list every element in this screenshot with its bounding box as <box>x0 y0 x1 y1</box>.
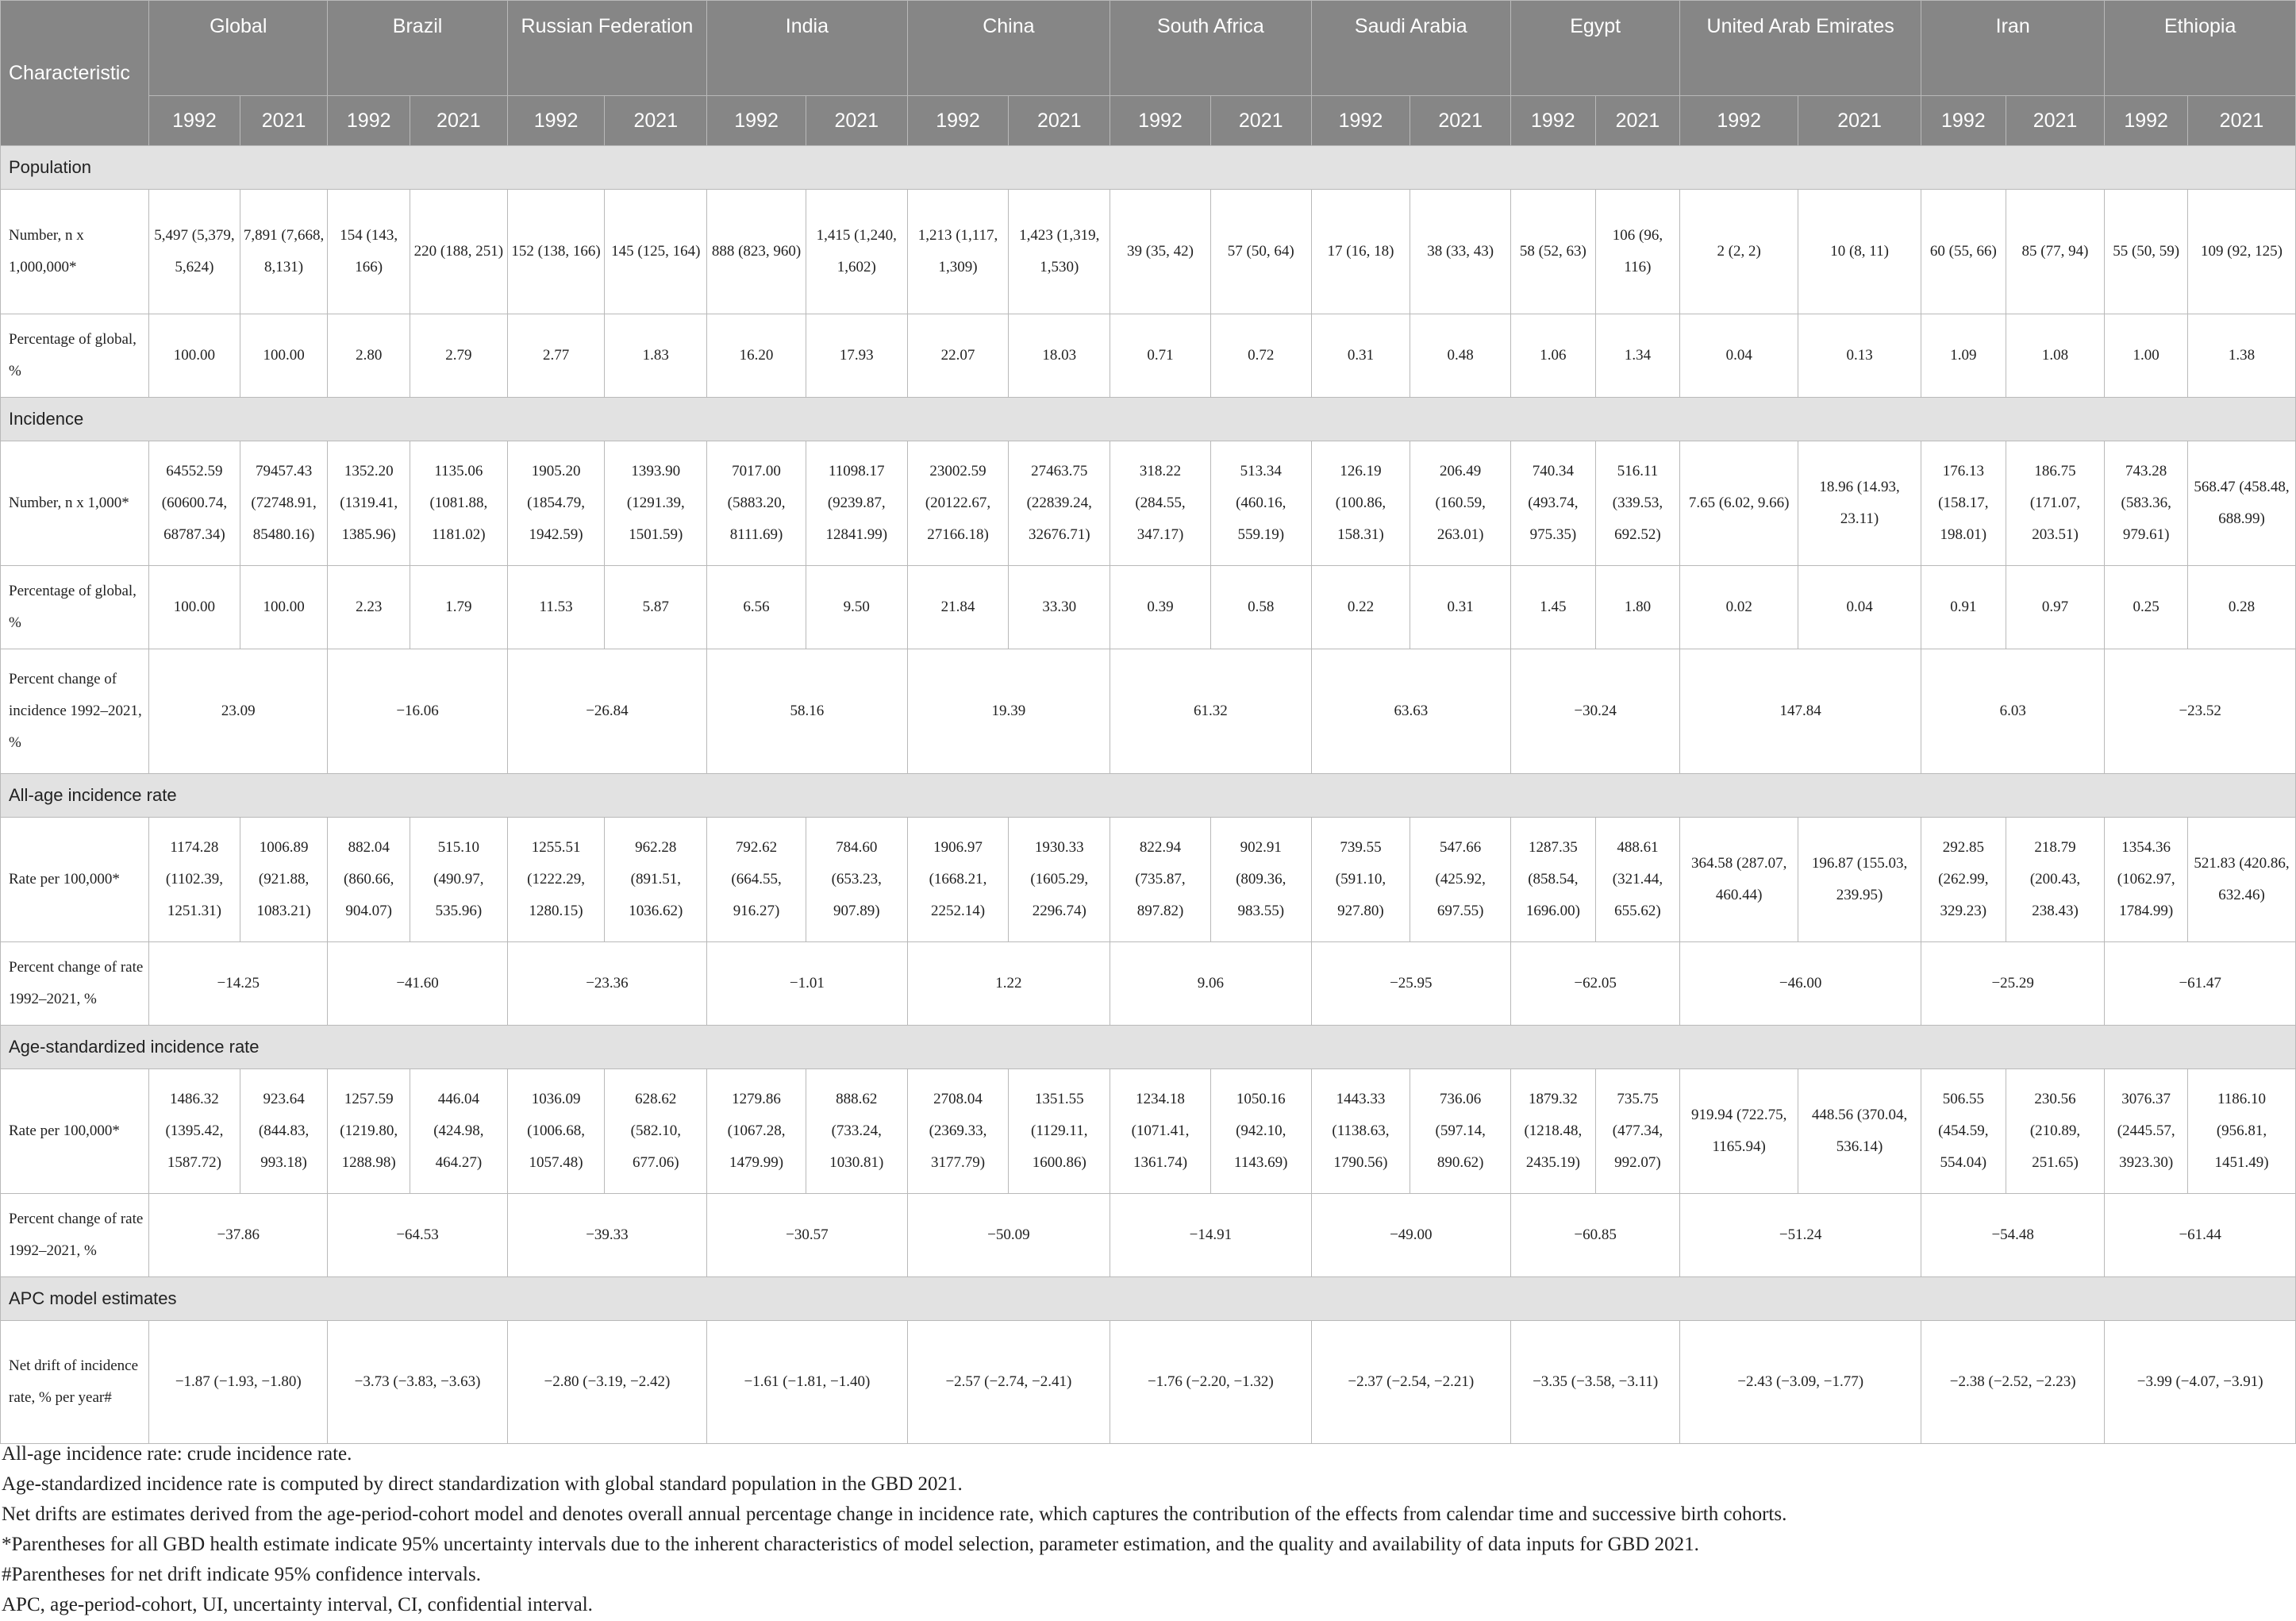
row-label: Percent change of incidence 1992–2021, % <box>1 649 149 774</box>
table-cell: 100.00 <box>240 566 328 649</box>
year-header: 2021 <box>1009 96 1110 146</box>
table-cell: 1.08 <box>2006 314 2105 398</box>
row-label: Percentage of global, % <box>1 314 149 398</box>
table-cell: 0.04 <box>1680 314 1798 398</box>
table-cell: 923.64 (844.83, 993.18) <box>240 1069 328 1194</box>
table-cell: 106 (96, 116) <box>1595 190 1680 314</box>
year-header: 1992 <box>1680 96 1798 146</box>
table-cell: −30.24 <box>1511 649 1680 774</box>
table-cell: 19.39 <box>907 649 1110 774</box>
table-cell: 38 (33, 43) <box>1410 190 1511 314</box>
table-cell: 1279.86 (1067.28, 1479.99) <box>707 1069 806 1194</box>
table-cell: 0.48 <box>1410 314 1511 398</box>
table-cell: 0.04 <box>1798 566 1921 649</box>
table-cell: 2.23 <box>328 566 410 649</box>
table-cell: 33.30 <box>1009 566 1110 649</box>
row-label: Rate per 100,000* <box>1 1069 149 1194</box>
table-cell: 1.80 <box>1595 566 1680 649</box>
table-cell: 61.32 <box>1110 649 1311 774</box>
year-header: 2021 <box>240 96 328 146</box>
table-cell: 9.06 <box>1110 942 1311 1026</box>
table-cell: 448.56 (370.04, 536.14) <box>1798 1069 1921 1194</box>
table-cell: 1257.59 (1219.80, 1288.98) <box>328 1069 410 1194</box>
year-header: 1992 <box>707 96 806 146</box>
country-header: South Africa <box>1110 1 1311 96</box>
table-cell: 17 (16, 18) <box>1311 190 1410 314</box>
table-cell: 784.60 (653.23, 907.89) <box>806 818 907 942</box>
table-cell: 21.84 <box>907 566 1009 649</box>
table-cell: −30.57 <box>707 1194 907 1277</box>
table-cell: −1.87 (−1.93, −1.80) <box>149 1321 328 1444</box>
footnote-line: #Parentheses for net drift indicate 95% confidence intervals. <box>2 1564 481 1585</box>
table-cell: −37.86 <box>149 1194 328 1277</box>
table-cell: 882.04 (860.66, 904.07) <box>328 818 410 942</box>
table-row <box>1 441 2296 566</box>
table-cell: 1393.90 (1291.39, 1501.59) <box>605 441 707 566</box>
table-cell: −1.61 (−1.81, −1.40) <box>707 1321 907 1444</box>
table-cell: 16.20 <box>707 314 806 398</box>
year-header: 2021 <box>1595 96 1680 146</box>
table-cell: −25.29 <box>1921 942 2105 1026</box>
table-cell: −49.00 <box>1311 1194 1510 1277</box>
table-cell: 919.94 (722.75, 1165.94) <box>1680 1069 1798 1194</box>
table-cell: −3.35 (−3.58, −3.11) <box>1511 1321 1680 1444</box>
table-cell: 318.22 (284.55, 347.17) <box>1110 441 1211 566</box>
table-cell: −61.44 <box>2105 1194 2296 1277</box>
table-cell: 1354.36 (1062.97, 1784.99) <box>2105 818 2188 942</box>
table-cell: 1,213 (1,117, 1,309) <box>907 190 1009 314</box>
table-cell: −51.24 <box>1680 1194 1921 1277</box>
table-cell: 7,891 (7,668, 8,131) <box>240 190 328 314</box>
table-cell: 1287.35 (858.54, 1696.00) <box>1511 818 1596 942</box>
table-cell: 79457.43 (72748.91, 85480.16) <box>240 441 328 566</box>
table-cell: −23.52 <box>2105 649 2296 774</box>
table-cell: 792.62 (664.55, 916.27) <box>707 818 806 942</box>
year-header: 2021 <box>1410 96 1511 146</box>
year-header: 1992 <box>507 96 605 146</box>
table-cell: 1.09 <box>1921 314 2006 398</box>
table-cell: 154 (143, 166) <box>328 190 410 314</box>
table-cell: 822.94 (735.87, 897.82) <box>1110 818 1211 942</box>
table-cell: 888.62 (733.24, 1030.81) <box>806 1069 907 1194</box>
footnote-line: Age-standardized incidence rate is computed by direct standardization with global standard population in the GBD 2021. <box>2 1473 963 1495</box>
footnote-line: *Parentheses for all GBD health estimate indicate 95% uncertainty intervals due to the inherent characteristics of model selection, parameter estimation, and the quality and availability of data inputs for GBD 2021. <box>2 1534 1699 1555</box>
table-cell: 0.39 <box>1110 566 1211 649</box>
table-row <box>1 942 2296 1026</box>
table-cell: 10 (8, 11) <box>1798 190 1921 314</box>
footnote-line: APC, age-period-cohort, UI, uncertainty interval, CI, confidential interval. <box>2 1594 593 1615</box>
table-cell: −23.36 <box>507 942 706 1026</box>
country-header: Russian Federation <box>507 1 706 96</box>
table-cell: 888 (823, 960) <box>707 190 806 314</box>
table-cell: 962.28 (891.51, 1036.62) <box>605 818 707 942</box>
table-cell: 230.56 (210.89, 251.65) <box>2006 1069 2105 1194</box>
table-cell: 145 (125, 164) <box>605 190 707 314</box>
table-cell: −3.99 (−4.07, −3.91) <box>2105 1321 2296 1444</box>
characteristic-header: Characteristic <box>1 1 149 146</box>
table-cell: 2.80 <box>328 314 410 398</box>
table-cell: 1.00 <box>2105 314 2188 398</box>
table-cell: 1443.33 (1138.63, 1790.56) <box>1311 1069 1410 1194</box>
table-cell: 506.55 (454.59, 554.04) <box>1921 1069 2006 1194</box>
table-cell: 186.75 (171.07, 203.51) <box>2006 441 2105 566</box>
table-cell: −3.73 (−3.83, −3.63) <box>328 1321 507 1444</box>
table-cell: 196.87 (155.03, 239.95) <box>1798 818 1921 942</box>
table-cell: 1186.10 (956.81, 1451.49) <box>2187 1069 2295 1194</box>
table-cell: 0.71 <box>1110 314 1211 398</box>
table-cell: 1,415 (1,240, 1,602) <box>806 190 907 314</box>
table-cell: 0.31 <box>1410 566 1511 649</box>
table-cell: 3076.37 (2445.57, 3923.30) <box>2105 1069 2188 1194</box>
table-cell: 176.13 (158.17, 198.01) <box>1921 441 2006 566</box>
table-body <box>1 146 2296 1444</box>
table-cell: 0.13 <box>1798 314 1921 398</box>
table-cell: 1351.55 (1129.11, 1600.86) <box>1009 1069 1110 1194</box>
year-header: 2021 <box>2187 96 2295 146</box>
table-cell: 739.55 (591.10, 927.80) <box>1311 818 1410 942</box>
table-cell: −25.95 <box>1311 942 1510 1026</box>
country-header: India <box>707 1 907 96</box>
table-cell: 206.49 (160.59, 263.01) <box>1410 441 1511 566</box>
year-header: 2021 <box>2006 96 2105 146</box>
table-cell: 446.04 (424.98, 464.27) <box>410 1069 508 1194</box>
section-row <box>1 1277 2296 1321</box>
table-cell: 85 (77, 94) <box>2006 190 2105 314</box>
table-cell: −2.38 (−2.52, −2.23) <box>1921 1321 2105 1444</box>
table-cell: 0.22 <box>1311 566 1410 649</box>
table-cell: 740.34 (493.74, 975.35) <box>1511 441 1596 566</box>
row-label: Number, n x 1,000* <box>1 441 149 566</box>
table-cell: 1.34 <box>1595 314 1680 398</box>
table-cell: 516.11 (339.53, 692.52) <box>1595 441 1680 566</box>
year-header: 2021 <box>1798 96 1921 146</box>
row-label: Net drift of incidence rate, % per year# <box>1 1321 149 1444</box>
table-cell: −14.91 <box>1110 1194 1311 1277</box>
year-header: 1992 <box>1921 96 2006 146</box>
row-label: Percent change of rate 1992–2021, % <box>1 942 149 1026</box>
table-cell: −2.37 (−2.54, −2.21) <box>1311 1321 1510 1444</box>
country-header: Global <box>149 1 328 96</box>
table-cell: −54.48 <box>1921 1194 2105 1277</box>
table-cell: 63.63 <box>1311 649 1510 774</box>
table-cell: 1006.89 (921.88, 1083.21) <box>240 818 328 942</box>
table-cell: 17.93 <box>806 314 907 398</box>
year-header: 1992 <box>149 96 240 146</box>
table-cell: 0.02 <box>1680 566 1798 649</box>
table-cell: 364.58 (287.07, 460.44) <box>1680 818 1798 942</box>
table-cell: −2.57 (−2.74, −2.41) <box>907 1321 1110 1444</box>
table-cell: 6.03 <box>1921 649 2105 774</box>
footnote-line: Net drifts are estimates derived from the age-period-cohort model and denotes overall annual percentage change in incidence rate, which captures the contribution of the effects from calendar time and successive birth cohorts. <box>2 1504 1787 1525</box>
table-cell: 1906.97 (1668.21, 2252.14) <box>907 818 1009 942</box>
year-header: 2021 <box>1210 96 1311 146</box>
table-cell: 64552.59 (60600.74, 68787.34) <box>149 441 240 566</box>
table-cell: −46.00 <box>1680 942 1921 1026</box>
table-cell: 0.58 <box>1210 566 1311 649</box>
country-header: United Arab Emirates <box>1680 1 1921 96</box>
table-cell: −14.25 <box>149 942 328 1026</box>
table-row <box>1 1194 2296 1277</box>
section-title: Age-standardized incidence rate <box>1 1026 2296 1069</box>
table-row <box>1 190 2296 314</box>
section-title: APC model estimates <box>1 1277 2296 1321</box>
table-cell: 6.56 <box>707 566 806 649</box>
table-cell: 1.83 <box>605 314 707 398</box>
table-cell: 0.97 <box>2006 566 2105 649</box>
year-header: 1992 <box>1511 96 1596 146</box>
table-cell: 100.00 <box>149 314 240 398</box>
table-cell: −41.60 <box>328 942 507 1026</box>
table-cell: 513.34 (460.16, 559.19) <box>1210 441 1311 566</box>
table-cell: 218.79 (200.43, 238.43) <box>2006 818 2105 942</box>
table-cell: 18.96 (14.93, 23.11) <box>1798 441 1921 566</box>
table-cell: 152 (138, 166) <box>507 190 605 314</box>
table-cell: 0.31 <box>1311 314 1410 398</box>
country-header: Saudi Arabia <box>1311 1 1510 96</box>
table-cell: −26.84 <box>507 649 706 774</box>
section-title: Population <box>1 146 2296 190</box>
country-header: Egypt <box>1511 1 1680 96</box>
year-header: 1992 <box>907 96 1009 146</box>
table-cell: −50.09 <box>907 1194 1110 1277</box>
table-row <box>1 314 2296 398</box>
year-header: 2021 <box>605 96 707 146</box>
table-cell: 515.10 (490.97, 535.96) <box>410 818 508 942</box>
table-cell: 0.25 <box>2105 566 2188 649</box>
table-cell: 292.85 (262.99, 329.23) <box>1921 818 2006 942</box>
section-title: All-age incidence rate <box>1 774 2296 818</box>
table-cell: −64.53 <box>328 1194 507 1277</box>
table-cell: 1905.20 (1854.79, 1942.59) <box>507 441 605 566</box>
table-cell: −60.85 <box>1511 1194 1680 1277</box>
country-header: Ethiopia <box>2105 1 2296 96</box>
table-cell: 109 (92, 125) <box>2187 190 2295 314</box>
table-cell: 11098.17 (9239.87, 12841.99) <box>806 441 907 566</box>
table-row <box>1 649 2296 774</box>
table-cell: 1,423 (1,319, 1,530) <box>1009 190 1110 314</box>
table-cell: 23002.59 (20122.67, 27166.18) <box>907 441 1009 566</box>
table-cell: −2.43 (−3.09, −1.77) <box>1680 1321 1921 1444</box>
table-cell: −16.06 <box>328 649 507 774</box>
table-row <box>1 818 2296 942</box>
row-label: Percent change of rate 1992–2021, % <box>1 1194 149 1277</box>
table-cell: 1.45 <box>1511 566 1596 649</box>
table-cell: 2.77 <box>507 314 605 398</box>
table-cell: 1879.32 (1218.48, 2435.19) <box>1511 1069 1596 1194</box>
table-cell: 100.00 <box>149 566 240 649</box>
table-cell: 547.66 (425.92, 697.55) <box>1410 818 1511 942</box>
table-cell: 1352.20 (1319.41, 1385.96) <box>328 441 410 566</box>
table-footnotes <box>0 1439 2296 1620</box>
table-cell: 5.87 <box>605 566 707 649</box>
table-cell: 736.06 (597.14, 890.62) <box>1410 1069 1511 1194</box>
table-cell: 1.22 <box>907 942 1110 1026</box>
table-cell: 23.09 <box>149 649 328 774</box>
row-label: Percentage of global, % <box>1 566 149 649</box>
table-row <box>1 1321 2296 1444</box>
table-cell: 1930.33 (1605.29, 2296.74) <box>1009 818 1110 942</box>
country-header: Brazil <box>328 1 507 96</box>
year-header: 1992 <box>1311 96 1410 146</box>
table-cell: 2 (2, 2) <box>1680 190 1798 314</box>
table-cell: 220 (188, 251) <box>410 190 508 314</box>
table-cell: 22.07 <box>907 314 1009 398</box>
table-cell: −61.47 <box>2105 942 2296 1026</box>
table-cell: 0.28 <box>2187 566 2295 649</box>
year-header: 1992 <box>328 96 410 146</box>
table-cell: −1.01 <box>707 942 907 1026</box>
table-cell: 902.91 (809.36, 983.55) <box>1210 818 1311 942</box>
table-cell: 0.91 <box>1921 566 2006 649</box>
country-header: China <box>907 1 1110 96</box>
table-row <box>1 1069 2296 1194</box>
table-row <box>1 566 2296 649</box>
table-cell: 743.28 (583.36, 979.61) <box>2105 441 2188 566</box>
table-cell: 9.50 <box>806 566 907 649</box>
table-cell: 521.83 (420.86, 632.46) <box>2187 818 2295 942</box>
section-title: Incidence <box>1 398 2296 441</box>
table-cell: 1135.06 (1081.88, 1181.02) <box>410 441 508 566</box>
table-cell: −39.33 <box>507 1194 706 1277</box>
table-cell: 57 (50, 64) <box>1210 190 1311 314</box>
table-cell: 55 (50, 59) <box>2105 190 2188 314</box>
table-cell: 18.03 <box>1009 314 1110 398</box>
table-cell: 2708.04 (2369.33, 3177.79) <box>907 1069 1009 1194</box>
table-header <box>1 1 2296 146</box>
table-cell: 735.75 (477.34, 992.07) <box>1595 1069 1680 1194</box>
table-cell: 27463.75 (22839.24, 32676.71) <box>1009 441 1110 566</box>
table-cell: −62.05 <box>1511 942 1680 1026</box>
table-cell: 628.62 (582.10, 677.06) <box>605 1069 707 1194</box>
country-header: Iran <box>1921 1 2105 96</box>
table-cell: 7017.00 (5883.20, 8111.69) <box>707 441 806 566</box>
table-cell: 58 (52, 63) <box>1511 190 1596 314</box>
table-cell: 568.47 (458.48, 688.99) <box>2187 441 2295 566</box>
table-cell: 1.06 <box>1511 314 1596 398</box>
table-cell: 1255.51 (1222.29, 1280.15) <box>507 818 605 942</box>
year-header: 1992 <box>1110 96 1211 146</box>
year-header: 2021 <box>806 96 907 146</box>
footnote-line: All-age incidence rate: crude incidence rate. <box>2 1443 352 1465</box>
table-cell: 5,497 (5,379, 5,624) <box>149 190 240 314</box>
row-label: Number, n x 1,000,000* <box>1 190 149 314</box>
table-cell: 0.72 <box>1210 314 1311 398</box>
table-cell: 100.00 <box>240 314 328 398</box>
table-cell: −2.80 (−3.19, −2.42) <box>507 1321 706 1444</box>
table-cell: 1050.16 (942.10, 1143.69) <box>1210 1069 1311 1194</box>
table-cell: 58.16 <box>707 649 907 774</box>
row-label: Rate per 100,000* <box>1 818 149 942</box>
year-header: 1992 <box>2105 96 2188 146</box>
section-row <box>1 1026 2296 1069</box>
table-cell: 39 (35, 42) <box>1110 190 1211 314</box>
table-cell: 60 (55, 66) <box>1921 190 2006 314</box>
table-cell: 1174.28 (1102.39, 1251.31) <box>149 818 240 942</box>
table-cell: 147.84 <box>1680 649 1921 774</box>
table-cell: 7.65 (6.02, 9.66) <box>1680 441 1798 566</box>
table-cell: 2.79 <box>410 314 508 398</box>
section-row <box>1 774 2296 818</box>
table-cell: 1.38 <box>2187 314 2295 398</box>
year-header: 2021 <box>410 96 508 146</box>
table-cell: 11.53 <box>507 566 605 649</box>
table-cell: 1486.32 (1395.42, 1587.72) <box>149 1069 240 1194</box>
table-cell: 1036.09 (1006.68, 1057.48) <box>507 1069 605 1194</box>
table-cell: −1.76 (−2.20, −1.32) <box>1110 1321 1311 1444</box>
table-cell: 126.19 (100.86, 158.31) <box>1311 441 1410 566</box>
section-row <box>1 398 2296 441</box>
table-cell: 1.79 <box>410 566 508 649</box>
table-cell: 1234.18 (1071.41, 1361.74) <box>1110 1069 1211 1194</box>
table-cell: 488.61 (321.44, 655.62) <box>1595 818 1680 942</box>
section-row <box>1 146 2296 190</box>
